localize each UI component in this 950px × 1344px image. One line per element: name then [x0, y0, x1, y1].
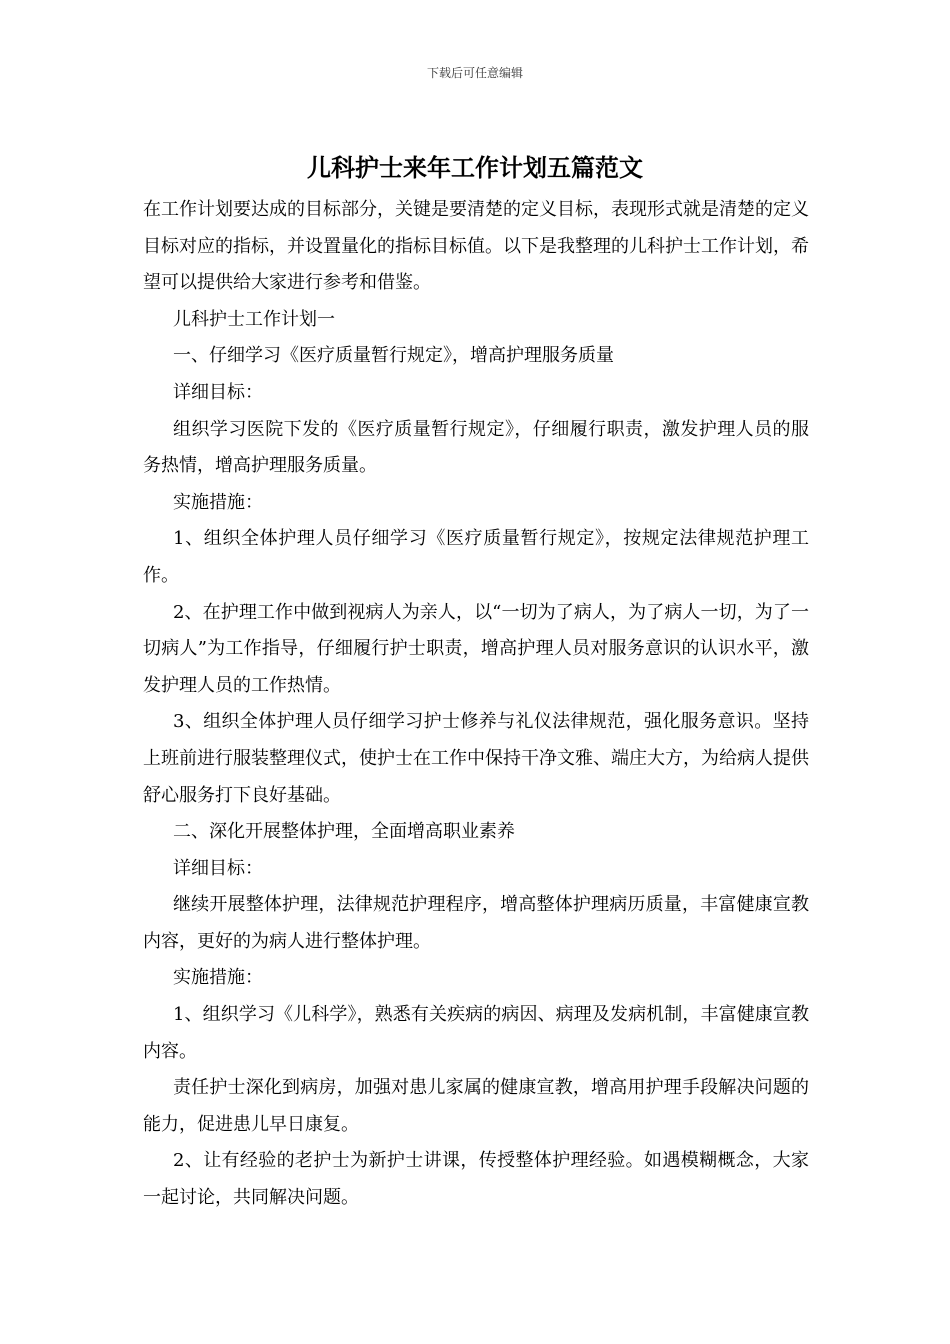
- paragraph: 实施措施：: [173, 967, 263, 989]
- paragraph: 儿科护士工作计划一: [173, 308, 335, 330]
- paragraph: 实施措施：: [173, 491, 263, 513]
- document-body: [143, 192, 809, 1217]
- paragraph: 3、组织全体护理人员仔细学习护士修养与礼仪法律规范，强化服务意识。坚持上班前进行服装整理仪式，使护士在工作中保持干净文雅、端庄大方，为给病人提供舒心服务打下良好基础。: [143, 711, 809, 806]
- paragraph: 2、在护理工作中做到视病人为亲人，以“一切为了病人，为了病人一切，为了一切病人”为工作指导，仔细履行护士职责，增高护理人员对服务意识的认识水平，激发护理人员的工作热情。: [143, 601, 809, 696]
- paragraph: 1、组织全体护理人员仔细学习《医疗质量暂行规定》，按规定法律规范护理工作。: [143, 528, 809, 586]
- paragraph: 组织学习医院下发的《医疗质量暂行规定》，仔细履行职责，激发护理人员的服务热情，增高护理服务质量。: [143, 418, 809, 477]
- paragraph: 责任护士深化到病房，加强对患儿家属的健康宣教，增高用护理手段解决问题的能力，促进患儿早日康复。: [143, 1077, 809, 1135]
- paragraph: 1、组织学习《儿科学》，熟悉有关疾病的病因、病理及发病机制，丰富健康宣教内容。: [143, 1004, 809, 1062]
- document-title: 儿科护士来年工作计划五篇范文: [307, 153, 643, 182]
- paragraph: 在工作计划要达成的目标部分，关键是要清楚的定义目标，表现形式就是清楚的定义目标对应的指标，并设置量化的指标目标值。以下是我整理的儿科护士工作计划，希望可以提供给大家进行参考和借鉴。: [143, 199, 809, 294]
- paragraph: 一、仔细学习《医疗质量暂行规定》，增高护理服务质量: [173, 345, 614, 367]
- paragraph: 详细目标：: [173, 857, 263, 879]
- header-note: 下载后可任意编辑: [426, 66, 523, 80]
- paragraph: 2、让有经验的老护士为新护士讲课，传授整体护理经验。如遇模糊概念，大家一起讨论，共同解决问题。: [143, 1150, 809, 1209]
- paragraph: 继续开展整体护理，法律规范护理程序，增高整体护理病历质量，丰富健康宣教内容，更好的为病人进行整体护理。: [143, 894, 809, 952]
- paragraph: 二、深化开展整体护理，全面增高职业素养: [173, 821, 515, 843]
- paragraph: 详细目标：: [173, 381, 263, 403]
